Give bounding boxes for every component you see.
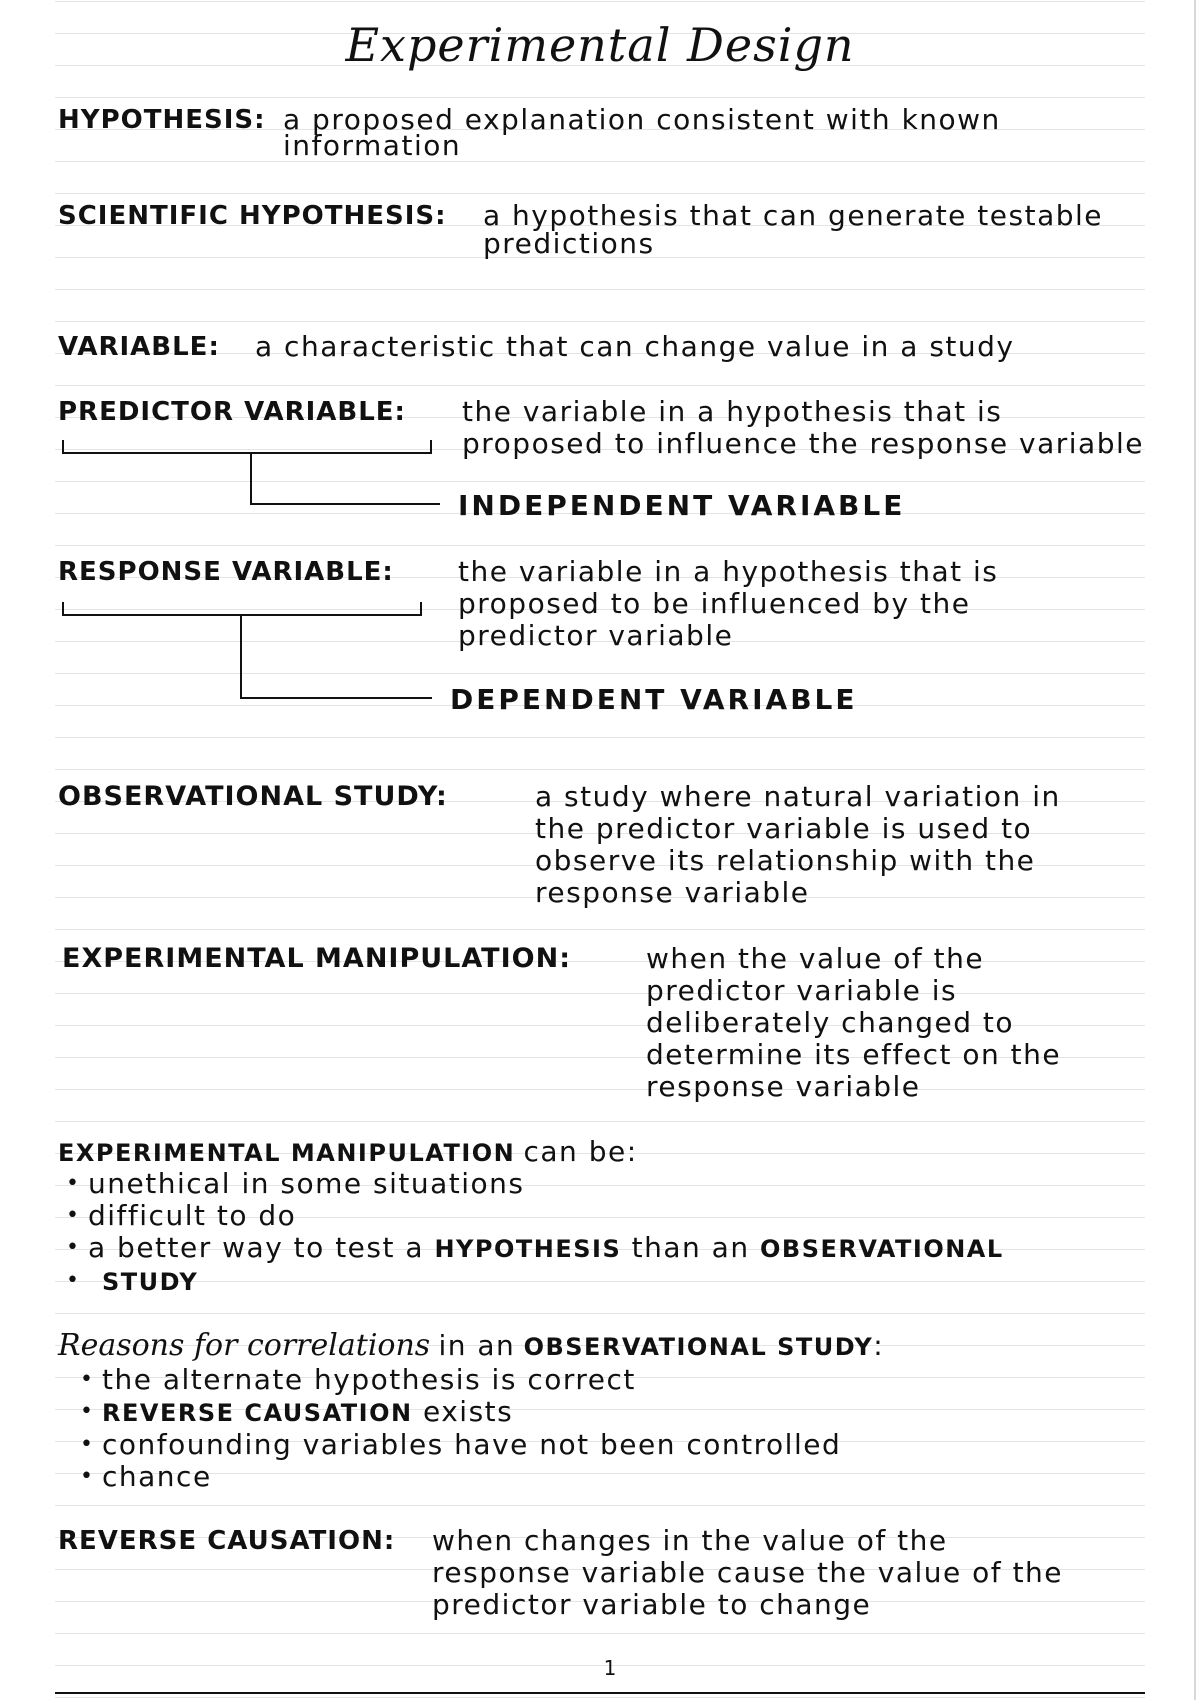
term-predictor-variable: PREDICTOR VARIABLE: [58, 397, 406, 427]
def-line: a hypothesis that can generate testable [483, 199, 1104, 232]
connector [240, 616, 242, 698]
item-text: a better way to test a [88, 1231, 425, 1264]
item-term: STUDY [102, 1268, 199, 1296]
term-experimental-manipulation: EXPERIMENTAL MANIPULATION: [62, 943, 571, 974]
def-line: information [283, 129, 462, 162]
heading-term: OBSERVATIONAL STUDY [523, 1333, 874, 1361]
def-line: a study where natural variation in [535, 780, 1061, 813]
heading-script: Reasons for correlations [58, 1328, 431, 1363]
term-reverse-causation: REVERSE CAUSATION: [58, 1526, 396, 1556]
def-line: a proposed explanation consistent with known [283, 103, 1001, 136]
def-line: predictions [483, 227, 655, 260]
def-line: response variable [535, 876, 810, 909]
def-experimental-manipulation [646, 943, 1061, 1103]
heading-text: can be: [523, 1135, 638, 1168]
def-line: the predictor variable is used to [535, 812, 1033, 845]
def-line: response variable cause the value of the [432, 1556, 1064, 1589]
def-line: determine its effect on the [646, 1038, 1062, 1071]
item-text: exists [423, 1395, 514, 1428]
def-line: predictor variable [458, 619, 734, 652]
def-line: when the value of the [646, 942, 985, 975]
def-line: proposed to influence the response variable [462, 427, 1144, 460]
term-hypothesis: HYPOTHESIS: [58, 105, 266, 135]
item-term: REVERSE CAUSATION [102, 1399, 413, 1427]
def-hypothesis [283, 104, 1001, 162]
def-line: observe its relationship with the [535, 844, 1036, 877]
list-item: • unethical in some situations [62, 1168, 1004, 1200]
def-reverse-causation [432, 1525, 1063, 1621]
def-line: the variable in a hypothesis that is [462, 395, 1003, 428]
left-margin [0, 0, 55, 1700]
heading-colon: : [873, 1329, 883, 1362]
bracket [62, 440, 432, 454]
def-observational-study [535, 781, 1061, 909]
right-margin [1145, 0, 1200, 1700]
reasons-list [76, 1364, 841, 1493]
def-line: predictor variable to change [432, 1588, 872, 1621]
connector [240, 697, 432, 699]
def-line: predictor variable is [646, 974, 958, 1007]
def-line: proposed to be influenced by the [458, 587, 971, 620]
def-scientific-hypothesis [483, 200, 1103, 260]
synonym-independent-variable: INDEPENDENT VARIABLE [458, 489, 906, 522]
def-predictor-variable [462, 396, 1144, 460]
def-line: deliberately changed to [646, 1006, 1015, 1039]
term-scientific-hypothesis: SCIENTIFIC HYPOTHESIS: [58, 201, 447, 231]
item-text: than an [631, 1231, 750, 1264]
term-variable: VARIABLE: [58, 332, 220, 362]
def-line: a characteristic that can change value in a study [255, 330, 1015, 363]
list-item [76, 1396, 841, 1429]
connector [250, 454, 252, 504]
heading-term: EXPERIMENTAL MANIPULATION [58, 1139, 516, 1167]
def-response-variable [458, 556, 998, 652]
connector [250, 503, 440, 505]
page-title: Experimental Design [345, 18, 855, 72]
def-line: response variable [646, 1070, 921, 1103]
reasons-heading [58, 1330, 883, 1363]
def-line: when changes in the value of the [432, 1524, 948, 1557]
bottom-rule [55, 1692, 1145, 1694]
list-item: • difficult to do [62, 1200, 1004, 1232]
term-response-variable: RESPONSE VARIABLE: [58, 557, 394, 587]
item-term: HYPOTHESIS [434, 1235, 622, 1263]
def-line: the variable in a hypothesis that is [458, 555, 999, 588]
synonym-dependent-variable: DEPENDENT VARIABLE [450, 683, 858, 716]
page-number: 1 [603, 1656, 617, 1680]
bracket [62, 602, 422, 616]
list-item: • confounding variables have not been controlled [76, 1429, 841, 1461]
list-item: • chance [76, 1461, 841, 1493]
item-term: OBSERVATIONAL [760, 1235, 1004, 1263]
page-edge [1194, 0, 1196, 1700]
list-item [62, 1232, 1004, 1265]
heading-text: in an [438, 1329, 516, 1362]
manipulation-heading [58, 1136, 638, 1169]
term-observational-study: OBSERVATIONAL STUDY: [58, 781, 448, 812]
list-item-continuation [62, 1265, 1004, 1298]
def-variable [255, 331, 1015, 363]
list-item: • the alternate hypothesis is correct [76, 1364, 841, 1396]
manipulation-list [62, 1168, 1004, 1298]
